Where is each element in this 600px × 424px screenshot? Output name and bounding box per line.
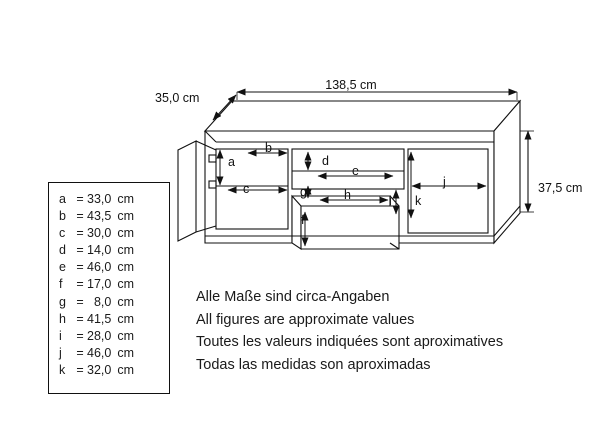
legend-value-c: 30,0 (87, 226, 112, 241)
legend-eq-a: = (76, 192, 84, 206)
part-label-d: d (322, 154, 329, 168)
height-dimension-label: 37,5 cm (538, 181, 583, 195)
table-row (59, 329, 134, 346)
legend-unit-f: cm (117, 277, 135, 292)
legend-unit-k: cm (117, 362, 135, 377)
table-row (59, 346, 134, 363)
legend-value-j: 46,0 (87, 345, 112, 360)
part-label-j: j (443, 175, 446, 189)
note-french: Toutes les valeurs indiquées sont aproximatives (196, 334, 504, 350)
legend-key-b: b (59, 209, 66, 224)
legend-eq-k: = (76, 362, 84, 377)
legend-eq-d: = (76, 243, 84, 258)
legend-key-a: a (59, 192, 66, 206)
cabinet-top-surface (205, 101, 520, 131)
legend-key-d: d (59, 243, 66, 258)
legend-key-c: c (59, 226, 66, 241)
note-spanish: Todas las medidas son aproximadas (196, 356, 431, 373)
legend-eq-b: = (76, 209, 84, 224)
table-row (59, 243, 134, 260)
table-row (59, 295, 134, 312)
middle-drawer-open (292, 196, 399, 249)
legend-value-i: 28,0 (87, 328, 112, 343)
legend-key-g: g (59, 294, 66, 309)
legend-eq-g: = (76, 294, 84, 309)
table-row (59, 312, 134, 329)
legend-eq-h: = (76, 311, 84, 326)
legend-eq-f: = (76, 277, 84, 292)
measurements-legend (48, 182, 170, 394)
part-label-c: c (243, 182, 250, 196)
dimension-width (237, 92, 517, 100)
legend-eq-e: = (76, 260, 84, 275)
legend-unit-d: cm (117, 243, 135, 258)
legend-value-f: 17,0 (87, 277, 112, 292)
legend-key-e: e (59, 260, 66, 275)
part-label-e: e (352, 164, 359, 178)
table-row (59, 209, 134, 226)
table-row (59, 192, 134, 209)
legend-key-f: f (59, 277, 63, 292)
legend-unit-i: cm (117, 328, 135, 343)
legend-value-h: 41,5 (87, 311, 112, 326)
legend-eq-i: = (76, 328, 84, 343)
approximate-values-notes (196, 286, 503, 376)
part-label-f: f (301, 213, 305, 227)
legend-value-b: 43,5 (87, 209, 112, 224)
legend-unit-c: cm (117, 226, 135, 241)
legend-unit-e: cm (117, 260, 135, 275)
measurements-table (59, 192, 134, 380)
legend-eq-j: = (76, 345, 84, 360)
legend-value-a: 33,0 (87, 192, 112, 206)
legend-value-g: 8,0 (93, 294, 112, 309)
part-label-k: k (415, 194, 422, 208)
part-label-g: g (300, 185, 307, 199)
legend-unit-j: cm (117, 345, 135, 360)
table-row (59, 260, 134, 277)
legend-value-d: 14,0 (87, 243, 112, 258)
legend-key-j: j (59, 345, 62, 360)
part-label-b: b (265, 141, 272, 155)
width-dimension-label: 138,5 cm (325, 78, 377, 92)
part-label-a: a (228, 155, 235, 169)
legend-eq-c: = (76, 226, 84, 241)
part-label-i: i (389, 194, 392, 208)
legend-value-e: 46,0 (87, 260, 112, 275)
legend-key-k: k (59, 362, 66, 377)
legend-key-i: i (59, 328, 62, 343)
table-row (59, 226, 134, 243)
dimension-height (520, 131, 534, 212)
legend-unit-h: cm (117, 311, 135, 326)
table-row (59, 277, 134, 294)
legend-key-h: h (59, 311, 66, 326)
legend-unit-b: cm (117, 209, 135, 224)
legend-unit-a: cm (117, 192, 135, 206)
note-german: Alle Maße sind circa-Angaben (196, 289, 390, 305)
legend-unit-g: cm (117, 294, 135, 309)
table-row (59, 363, 134, 380)
legend-value-k: 32,0 (87, 362, 112, 377)
part-label-h: h (344, 188, 351, 202)
note-english: All figures are approximate values (196, 311, 415, 328)
depth-dimension-label: 35,0 cm (155, 91, 200, 105)
